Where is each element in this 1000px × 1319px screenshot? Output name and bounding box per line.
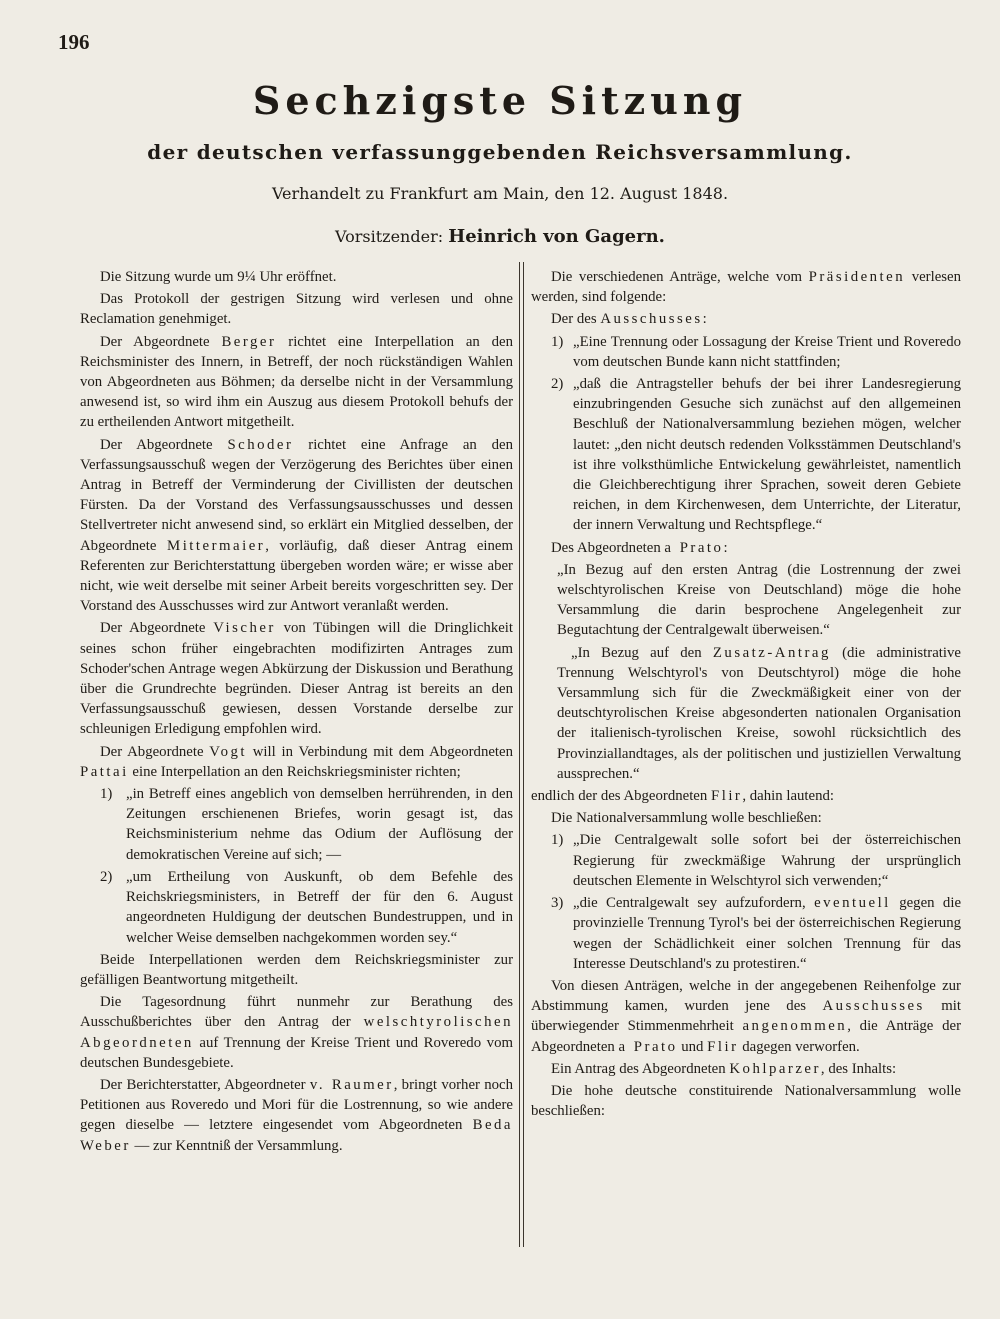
speaker-name: Mittermaier (167, 537, 266, 554)
speaker-name: Vischer (213, 620, 276, 637)
paragraph: Der Abgeordnete Schoder richtet eine Anfrage an den Verfassungsausschuß wegen der Verzögerung des Berichtes über einen Antrag in Betreff der Verminderung der Civillisten der deutschen Fürsten. Da der Vorstand des Verfassungsausschusses und dessen Stellvertreter nicht anwesend sind, so erklärt ein Mitglied desselben, der Abgeordnete Mittermaier, vorläufig, daß dieser Antrag einem Referenten zur Berichterstattung übergeben worden wäre; er wisse aber nicht, wie weit derselbe mit seiner Arbeit bereits vorgeschritten sey. Der Vorstand des Ausschusses wird zur Antwort veranlaßt werden. (80, 436, 513, 615)
list-item: 2) „daß die Antragsteller behufs der bei ihrer Landesregierung einzubringenden Gesuche sich zunächst auf den allgemeinen Beschluß der Nationalversammlung beziehen mögen, welcher lautet: „den nicht deutsch redenden Volksstämmen Deutschland's ist ihre volksthümliche Entwickelung gewährleistet, namentlich die Gleichberechtigung ihrer Sprachen, soweit deren Gebiete reichen, in dem Kirchenwesen, dem Unterrichte, der Literatur, der innern Verwaltung und Rechtspflege.“ (551, 376, 961, 534)
paragraph: Ein Antrag des Abgeordneten Kohlparzer, des Inhalts: (551, 1060, 897, 1077)
quote-paragraph: „In Bezug auf den ersten Antrag (die Lostrennung der zwei welschtyrolischen Kreise von Deutschland) möge die hohe Versammlung die darin besprochene Angelegenheit zur Begutachtung der Centralgewalt überweisen.“ (557, 561, 961, 639)
left-column (80, 267, 513, 1158)
list-item: 1) „Die Centralgewalt solle sofort bei der österreichischen Regierung für zweckmäßige Wahrung der ursprünglich deutschen Elemente in Welschtyrol sich verwenden;“ (551, 832, 961, 889)
paragraph: Der Berichterstatter, Abgeordneter v. Raumer, bringt vorher noch Petitionen aus Roveredo und Mori für die Lostrennung, so wie andere gegen dieselbe — letztere eingesendet vom Abgeordneten Beda Weber — zur Kenntniß der Versammlung. (80, 1076, 513, 1154)
right-column (531, 267, 961, 1123)
list-item: 1) „in Betreff eines angeblich von demselben herrührenden, in den Zeitungen erschienenen Briefes, worin gesagt ist, das Reichsministerium nehme das Odium der Auflösung der demokratischen Vereine auf sich; — (100, 786, 513, 863)
session-title: Sechzigste Sitzung (252, 78, 748, 123)
speaker-name: Vogt (209, 743, 247, 760)
section-label: Die Nationalversammlung wolle beschließen: (551, 810, 822, 827)
speaker-name: Präsidenten (808, 269, 906, 285)
section-label: endlich der des Abgeordneten Flir, dahin lautend: (531, 788, 835, 805)
column-divider (519, 262, 524, 1247)
quote-paragraph: „In Bezug auf den Zusatz-Antrag (die administrative Trennung Welschtyrol's von Deutschtyrol) möge die hohe Versammlung sich für die Zweckmäßigkeit einer von der deutschtyrolischen Kreise abgesonderten nationalen Organisation der italienisch-tyrolischen Kreise, sowohl rücksichtlich des Provinziallandtages, als der politischen und justiziellen Verwaltung aussprechen.“ (557, 644, 961, 782)
speaker-name: v. Raumer (309, 1076, 394, 1093)
speaker-name: Beda Weber (80, 1117, 513, 1154)
paragraph: Von diesen Anträgen, welche in der angegebenen Reihenfolge zur Abstimmung kamen, wurden jene des Ausschusses mit überwiegender Stimmenmehrheit angenommen, die Anträge der Abgeordneten a Prato und Flir dagegen verworfen. (531, 977, 961, 1055)
section-label: Des Abgeordneten a Prato: (551, 539, 728, 556)
paragraph: Der Abgeordnete Vischer von Tübingen will die Dringlichkeit seines schon früher eingebrachten modifizirten Antrages zum Schoder'schen Antrage wegen Abkürzung der Diskussion und Berathung über die Grundrechte begründen. Dieser Antrag ist bereits an den Verfassungsausschuß gewiesen, dessen Vorstande derselbe zur schleunigen Erledigung empfohlen wird. (80, 620, 514, 738)
chair-line (0, 226, 1000, 247)
paragraph: Die verschiedenen Anträge, welche vom Präsidenten verlesen werden, sind folgende: (531, 269, 962, 306)
speaker-name: Pattai (80, 763, 129, 780)
speaker-name: Schoder (227, 436, 294, 453)
paragraph: Die Sitzung wurde um 9¼ Uhr eröffnet. (100, 269, 337, 285)
section-label: Der des Ausschusses: (551, 311, 707, 328)
paragraph: Beide Interpellationen werden dem Reichskriegsminister zur gefälligen Beantwortung mitgetheilt. (80, 951, 513, 988)
speaker-name: Berger (221, 333, 277, 350)
paragraph: Die Tagesordnung führt nunmehr zur Berathung des Ausschußberichtes über den Antrag der welschtyrolischen Abgeordneten auf Trennung der Kreise Trient und Roveredo vom deutschen Bundesgebiete. (80, 994, 513, 1071)
paragraph: Der Abgeordnete Vogt will in Verbindung mit dem Abgeordneten Pattai eine Interpellation an den Reichskriegsminister richten; (80, 743, 513, 780)
paragraph: Das Protokoll der gestrigen Sitzung wird verlesen und ohne Reclamation genehmiget. (80, 291, 513, 328)
quote-block (531, 560, 961, 784)
list-item: 3) „die Centralgewalt sey aufzufordern, eventuell gegen die provinzielle Trennung Tyrol's bei der österreichischen Regierung wegen der Schädlichkeit einer solchen Trennung für das Interesse Deutschland's zu protestiren.“ (551, 895, 962, 972)
paragraph: Die hohe deutsche constituirende Nationalversammlung wolle beschließen: (531, 1082, 961, 1120)
paragraph: Der Abgeordnete Berger richtet eine Interpellation an den Reichsminister des Innern, in Betreff, der noch rückständigen Wahlen von Abgeordneten aus Böhmen; da derselbe nicht in der Versammlung anwesend ist, so wird ihm ein Auszug aus diesem Protokoll behufs der zu ertheilenden Antwort mitgetheilt. (80, 333, 514, 431)
place-date: Verhandelt zu Frankfurt am Main, den 12. August 1848. (271, 184, 729, 203)
session-subtitle: der deutschen verfassunggebenden Reichsversammlung. (147, 140, 853, 164)
list-item: 1) „Eine Trennung oder Lossagung der Kreise Trient und Roveredo vom deutschen Bunde kann nicht stattfinden; (551, 333, 961, 370)
speaker-name: welschtyrolischen Abgeordneten (80, 1014, 513, 1051)
chair-label: Vorsitzender: (335, 227, 444, 246)
list-item: 2) „um Ertheilung von Auskunft, ob dem Befehle des Reichskriegsministers, in Betreff der für den 6. August angeordneten Huldigung der deutschen Bundestruppen, und in welcher Weise demselben nachgekommen worden sey.“ (100, 868, 513, 946)
page-number: 196 (58, 30, 90, 54)
chair-name: Heinrich von Gagern. (448, 226, 665, 247)
